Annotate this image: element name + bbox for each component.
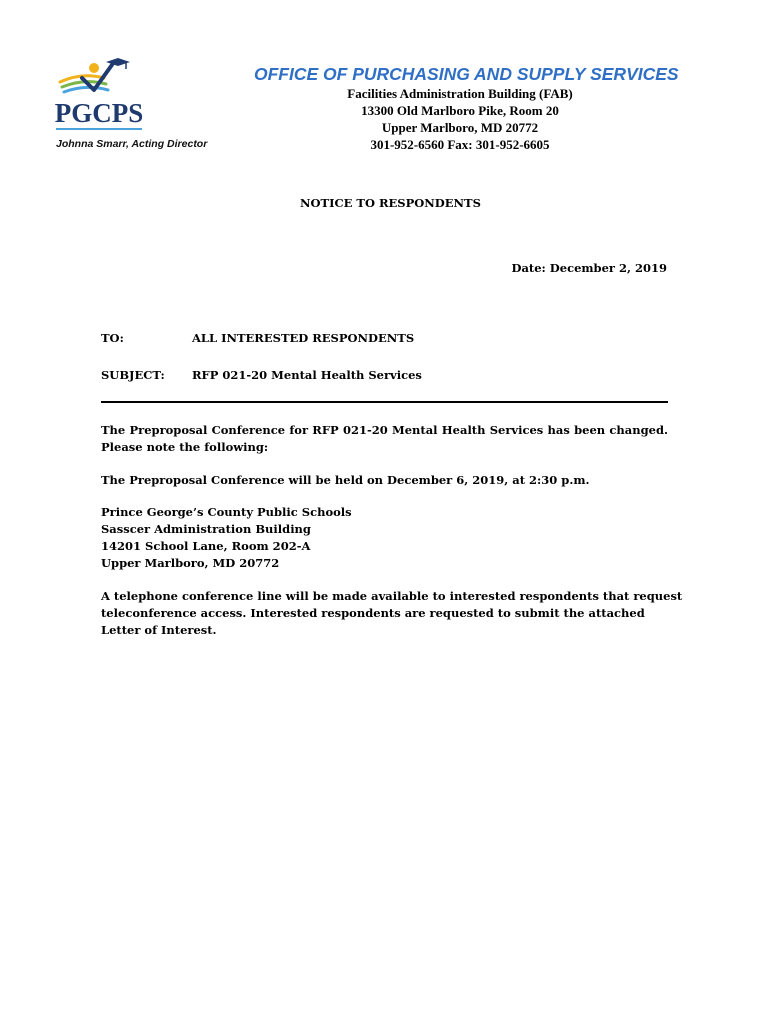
- teleconference-paragraph: [101, 588, 683, 639]
- location-line: 14201 School Lane, Room 202-A: [101, 539, 311, 553]
- to-label: TO:: [101, 331, 124, 345]
- notice-date: Date: December 2, 2019: [511, 261, 667, 275]
- office-address: [330, 85, 590, 153]
- teleconference-line: A telephone conference line will be made available to interested respondents that request: [101, 589, 683, 603]
- to-value: ALL INTERESTED RESPONDENTS: [192, 331, 415, 345]
- teleconference-line: teleconference access. Interested respondents are requested to submit the attached: [101, 606, 645, 620]
- to-row: [101, 331, 414, 345]
- conference-location: [101, 504, 668, 572]
- acting-director: Johnna Smarr, Acting Director: [56, 138, 208, 150]
- notice-heading: NOTICE TO RESPONDENTS: [300, 196, 481, 210]
- subject-label: SUBJECT:: [101, 368, 165, 382]
- teleconference-line: Letter of Interest.: [101, 623, 217, 637]
- office-title: OFFICE OF PURCHASING AND SUPPLY SERVICES: [254, 64, 679, 84]
- pgcps-logo-graphic: [52, 56, 147, 134]
- subject-value: RFP 021-20 Mental Health Services: [192, 368, 422, 382]
- subject-row: [101, 368, 422, 382]
- address-line: 13300 Old Marlboro Pike, Room 20: [361, 103, 559, 118]
- phone-fax-line: 301-952-6560 Fax: 301-952-6605: [370, 137, 550, 152]
- divider-rule: [101, 401, 668, 403]
- address-line: Facilities Administration Building (FAB): [347, 86, 573, 101]
- location-line: Upper Marlboro, MD 20772: [101, 556, 280, 570]
- change-notice-paragraph: The Preproposal Conference for RFP 021-20 Mental Health Services has been changed. Please note the following:: [101, 423, 668, 454]
- conference-time-paragraph: The Preproposal Conference will be held on December 6, 2019, at 2:30 p.m.: [101, 473, 590, 487]
- logo-wordmark: PGCPS: [54, 98, 144, 128]
- address-line: Upper Marlboro, MD 20772: [381, 120, 539, 135]
- pgcps-logo: [52, 56, 147, 134]
- location-line: Sasscer Administration Building: [101, 522, 311, 536]
- location-line: Prince George’s County Public Schools: [101, 505, 352, 519]
